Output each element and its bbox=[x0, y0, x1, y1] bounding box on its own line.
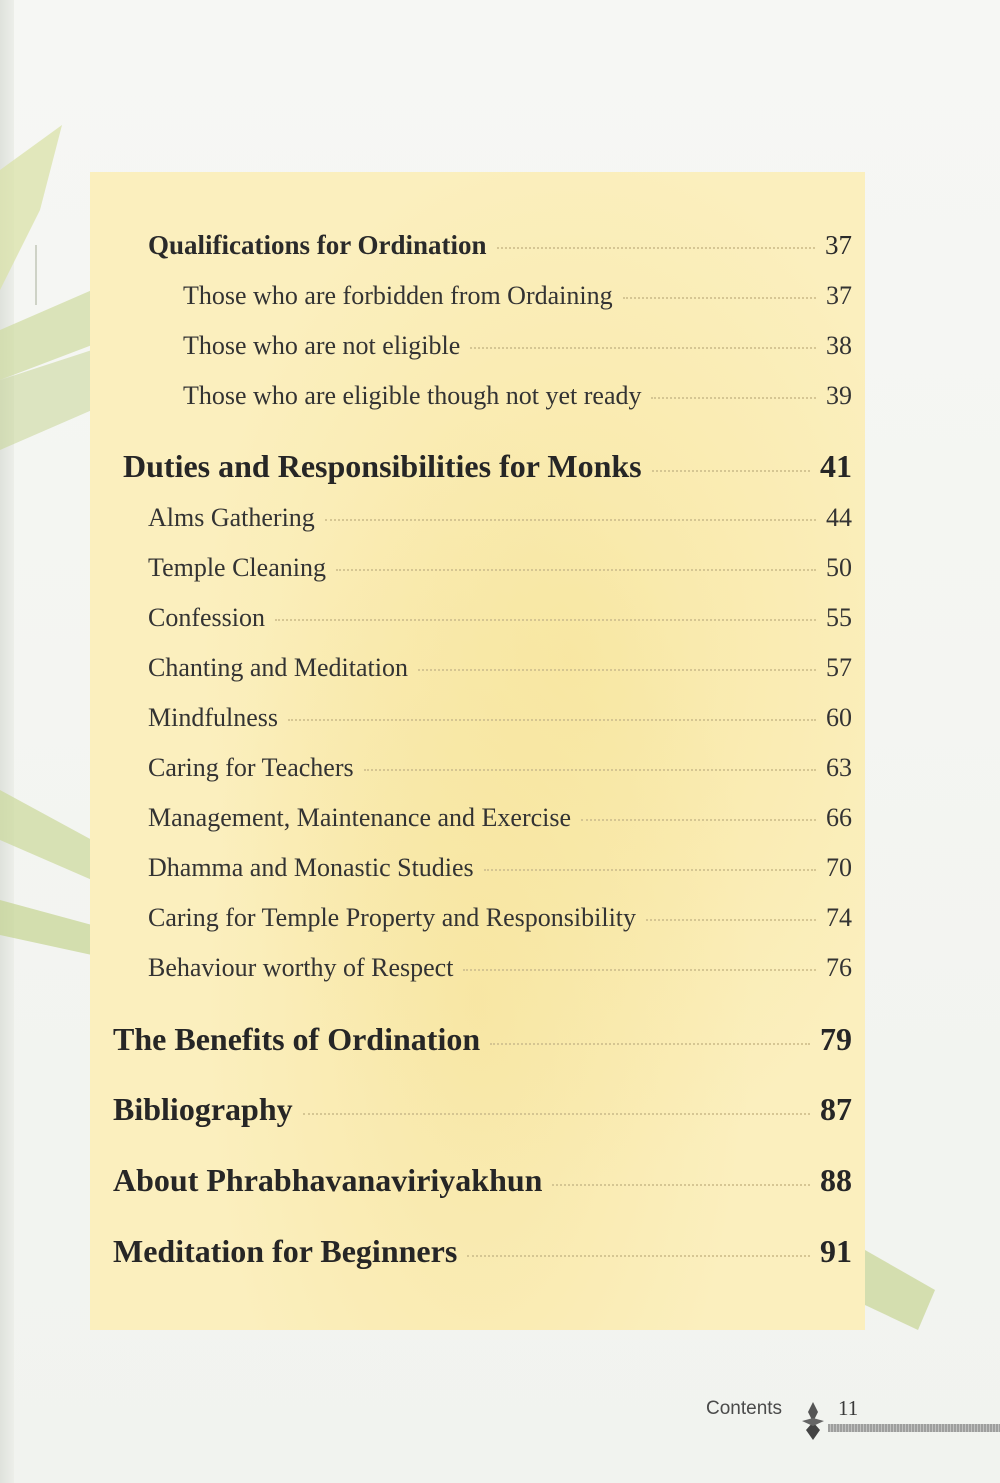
toc-entry-page: 70 bbox=[826, 853, 852, 882]
toc-entry-page: 37 bbox=[825, 230, 852, 260]
dot-leader bbox=[275, 619, 816, 621]
toc-entry-page: 38 bbox=[826, 331, 852, 360]
toc-entry-mindfulness[interactable] bbox=[148, 703, 852, 733]
dot-leader bbox=[490, 1043, 810, 1045]
toc-entry-page: 87 bbox=[820, 1091, 852, 1127]
toc-entry-dhamma-studies[interactable] bbox=[148, 853, 852, 883]
toc-entry-duties[interactable] bbox=[123, 448, 852, 485]
toc-entry-page: 60 bbox=[826, 703, 852, 732]
toc-entry-not-eligible[interactable] bbox=[183, 331, 852, 361]
toc-entry-title: Caring for Teachers bbox=[148, 753, 354, 782]
toc-entry-behaviour[interactable] bbox=[148, 953, 852, 983]
toc-entry-page: 44 bbox=[826, 503, 852, 532]
toc-entry-alms-gathering[interactable] bbox=[148, 503, 852, 533]
toc-entry-title: Management, Maintenance and Exercise bbox=[148, 803, 572, 832]
dot-leader bbox=[364, 769, 816, 771]
toc-entry-chanting-meditation[interactable] bbox=[148, 653, 852, 683]
dot-leader bbox=[463, 969, 816, 971]
dot-leader bbox=[325, 519, 816, 521]
dot-leader bbox=[646, 919, 816, 921]
toc-entry-page: 57 bbox=[826, 653, 852, 682]
toc-entry-title: Duties and Responsibilities for Monks bbox=[123, 448, 642, 484]
toc-entry-title: Behaviour worthy of Respect bbox=[148, 953, 454, 982]
toc-entry-title: Temple Cleaning bbox=[148, 553, 326, 582]
toc-entry-title: Those who are eligible though not yet ready bbox=[183, 381, 642, 410]
lotus-ornament-icon bbox=[800, 1400, 826, 1442]
dot-leader bbox=[581, 819, 816, 821]
toc-entry-page: 79 bbox=[820, 1021, 852, 1057]
dot-leader bbox=[652, 470, 810, 472]
toc-entry-title: Mindfulness bbox=[148, 703, 278, 732]
dot-leader bbox=[470, 347, 816, 349]
dot-leader bbox=[418, 669, 816, 671]
toc-entry-confession[interactable] bbox=[148, 603, 852, 633]
toc-entry-qualifications[interactable] bbox=[148, 230, 852, 261]
dot-leader bbox=[467, 1255, 810, 1257]
toc-entry-title: Confession bbox=[148, 603, 265, 632]
toc-entry-title: Chanting and Meditation bbox=[148, 653, 408, 682]
toc-entry-bibliography[interactable] bbox=[113, 1091, 852, 1128]
dot-leader bbox=[497, 247, 815, 249]
dot-leader bbox=[484, 869, 816, 871]
toc-entry-title: Meditation for Beginners bbox=[113, 1233, 458, 1269]
dot-leader bbox=[651, 397, 816, 399]
toc-entry-title: Alms Gathering bbox=[148, 503, 315, 532]
toc-entry-forbidden[interactable] bbox=[183, 281, 852, 311]
toc-entry-title: Those who are not eligible bbox=[183, 331, 461, 360]
toc-entry-page: 76 bbox=[826, 953, 852, 982]
toc-entry-title: Dhamma and Monastic Studies bbox=[148, 853, 474, 882]
toc-entry-page: 91 bbox=[820, 1233, 852, 1269]
toc-entry-about-author[interactable] bbox=[113, 1162, 852, 1199]
toc-entry-temple-cleaning[interactable] bbox=[148, 553, 852, 583]
toc-entry-title: The Benefits of Ordination bbox=[113, 1021, 481, 1057]
page-number: 11 bbox=[838, 1396, 859, 1420]
toc-entry-page: 74 bbox=[826, 903, 852, 932]
dot-leader bbox=[552, 1184, 810, 1186]
running-footer-label: Contents bbox=[706, 1398, 783, 1419]
toc-entry-page: 50 bbox=[826, 553, 852, 582]
toc-entry-page: 55 bbox=[826, 603, 852, 632]
dot-leader bbox=[288, 719, 816, 721]
toc-entry-title: Those who are forbidden from Ordaining bbox=[183, 281, 613, 310]
toc-entry-title: Bibliography bbox=[113, 1091, 293, 1127]
toc-entry-benefits[interactable] bbox=[113, 1021, 852, 1058]
toc-entry-page: 63 bbox=[826, 753, 852, 782]
dot-leader bbox=[336, 569, 816, 571]
toc-entry-page: 88 bbox=[820, 1162, 852, 1198]
toc-entry-title: About Phrabhavanaviriyakhun bbox=[113, 1162, 543, 1198]
toc-entry-page: 41 bbox=[820, 448, 852, 484]
toc-entry-title: Qualifications for Ordination bbox=[148, 230, 487, 260]
dot-leader bbox=[303, 1113, 810, 1115]
toc-entry-page: 66 bbox=[826, 803, 852, 832]
toc-entry-temple-property[interactable] bbox=[148, 903, 852, 933]
footer-rule bbox=[828, 1424, 1000, 1432]
dot-leader bbox=[623, 297, 816, 299]
toc-entry-not-yet-ready[interactable] bbox=[183, 381, 852, 411]
toc-entry-page: 37 bbox=[826, 281, 852, 310]
toc-entry-title: Caring for Temple Property and Responsibility bbox=[148, 903, 637, 932]
toc-entry-caring-teachers[interactable] bbox=[148, 753, 852, 783]
toc-entry-management[interactable] bbox=[148, 803, 852, 833]
toc-entry-page: 39 bbox=[826, 381, 852, 410]
toc-entry-meditation-beginners[interactable] bbox=[113, 1233, 852, 1270]
